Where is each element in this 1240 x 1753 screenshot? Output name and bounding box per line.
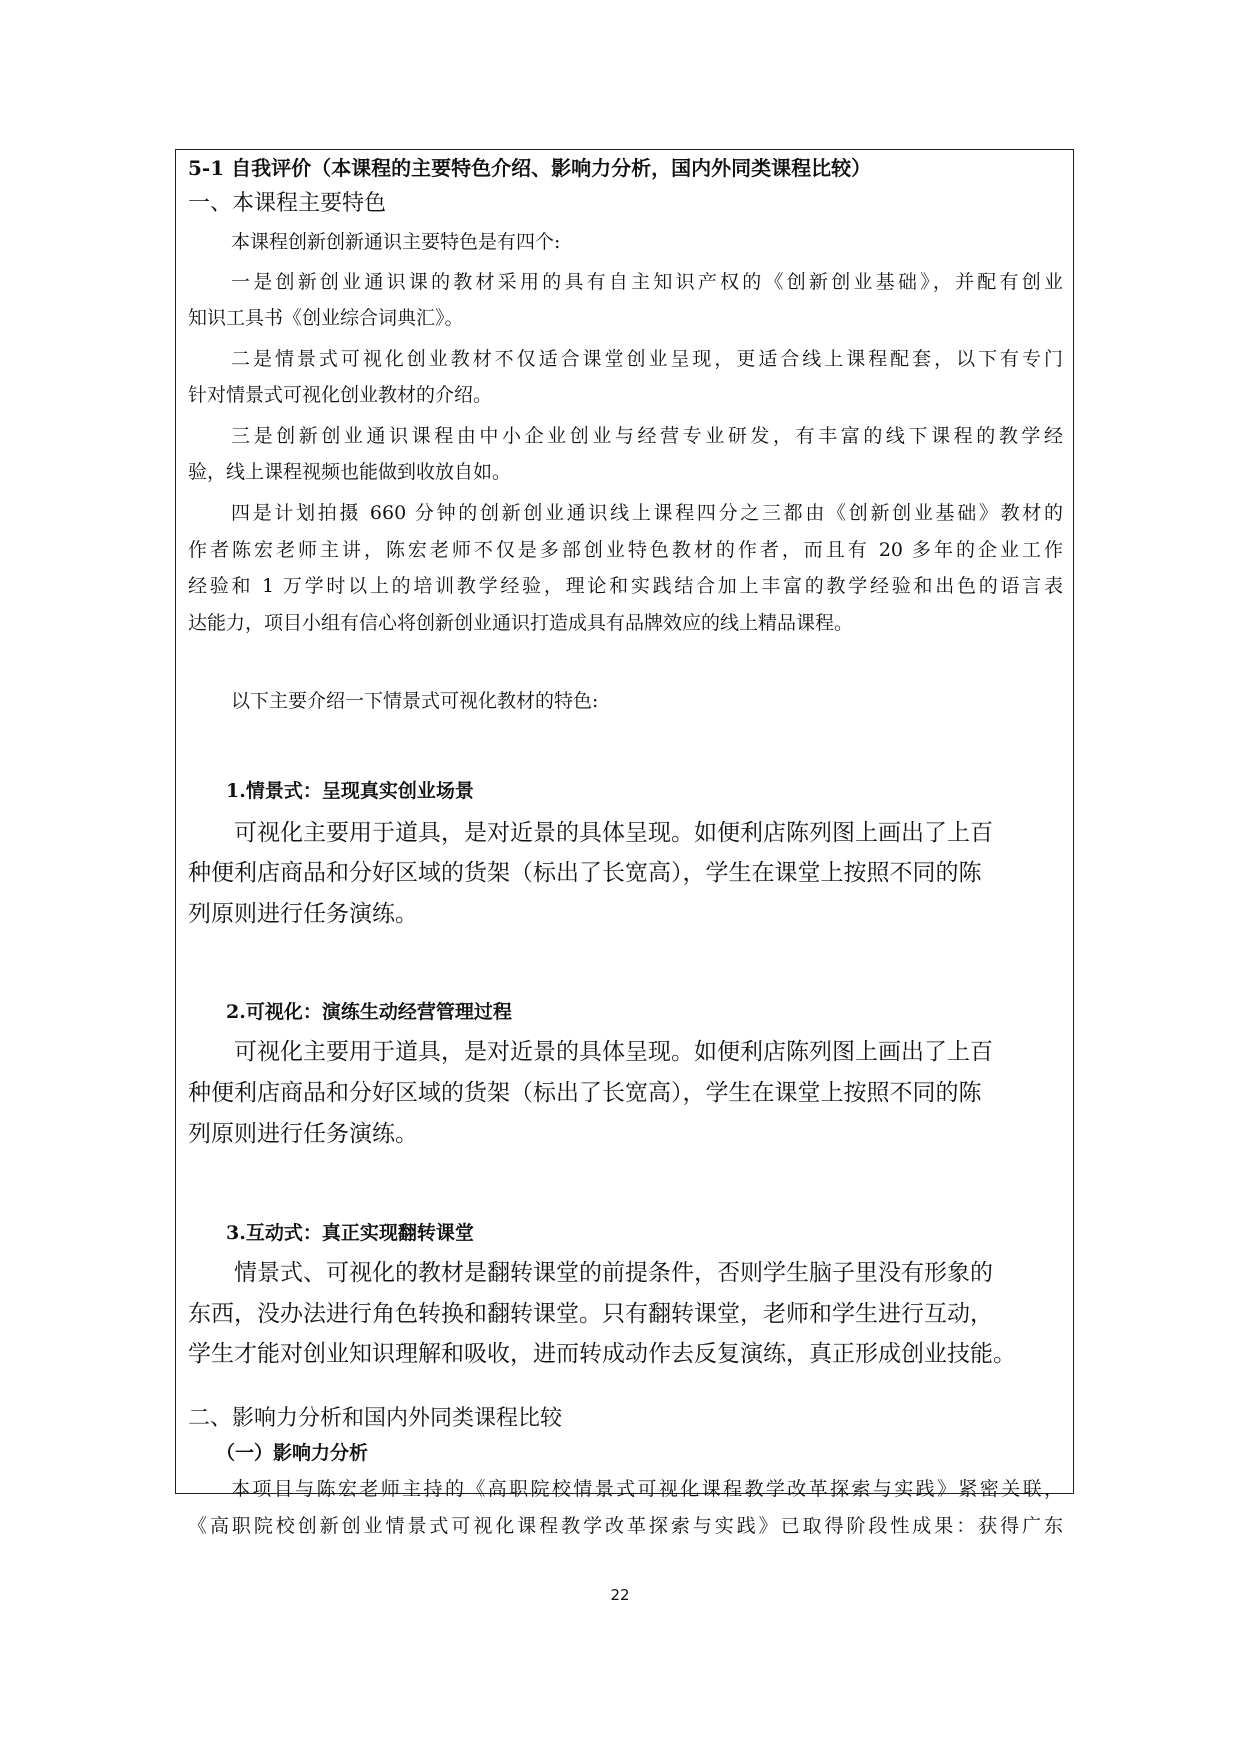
feature2-title: 2.可视化：演练生动经营管理过程 — [226, 1001, 512, 1023]
self-evaluation-table-cell — [175, 149, 1074, 1537]
intro-paragraph: 本课程创新创新通识主要特色是有四个: — [231, 231, 561, 253]
part2-title: 二、影响力分析和国内外同类课程比较 — [188, 1406, 563, 1431]
point2-line1: 二是情景式可视化创业教材不仅适合课堂创业呈现，更适合线上课程配套，以下有专门 — [231, 348, 1063, 370]
point4-line1: 四是计划拍摄 660 分钟的创新创业通识线上课程四分之三都由《创新创业基础》教材的 — [231, 502, 1063, 524]
feature2-line2: 种便利店商品和分好区域的货架（标出了长宽高），学生在课堂上按照不同的陈 — [188, 1080, 982, 1106]
point1-line2: 知识工具书《创业综合词典汇》。 — [188, 307, 464, 329]
feature2-line3: 列原则进行任务演练。 — [188, 1121, 418, 1147]
section-heading: 5-1 自我评价（本课程的主要特色介绍、影响力分析，国内外同类课程比较） — [188, 156, 872, 180]
feature3-line1: 情景式、可视化的教材是翻转课堂的前提条件，否则学生脑子里没有形象的 — [234, 1260, 993, 1286]
feature1-line1: 可视化主要用于道具，是对近景的具体呈现。如便利店陈列图上画出了上百 — [234, 820, 993, 846]
point4-line2: 作者陈宏老师主讲，陈宏老师不仅是多部创业特色教材的作者，而且有 20 多年的企业工作 — [188, 539, 1063, 561]
point2-line2: 针对情景式可视化创业教材的介绍。 — [188, 384, 493, 406]
sub1-title: （一）影响力分析 — [216, 1442, 369, 1464]
page-number: 22 — [610, 1586, 630, 1604]
part1-title: 一、本课程主要特色 — [188, 191, 387, 216]
influence-line2: 《高职院校创新创业情景式可视化课程教学改革探索与实践》已取得阶段性成果：获得广东 — [188, 1515, 1063, 1537]
point4-line4: 达能力，项目小组有信心将创新创业通识打造成具有品牌效应的线上精品课程。 — [188, 612, 854, 634]
point4-line3: 经验和 1 万学时以上的培训教学经验，理论和实践结合加上丰富的教学经验和出色的语言表 — [188, 575, 1063, 597]
feature1-line3: 列原则进行任务演练。 — [188, 901, 418, 927]
feature2-line1: 可视化主要用于道具，是对近景的具体呈现。如便利店陈列图上画出了上百 — [234, 1039, 993, 1065]
features-intro: 以下主要介绍一下情景式可视化教材的特色: — [231, 690, 599, 712]
feature3-title: 3.互动式：真正实现翻转课堂 — [226, 1222, 474, 1244]
feature1-line2: 种便利店商品和分好区域的货架（标出了长宽高），学生在课堂上按照不同的陈 — [188, 860, 982, 886]
influence-line1: 本项目与陈宏老师主持的《高职院校情景式可视化课程教学改革探索与实践》紧密关联， — [231, 1478, 1063, 1500]
point3-line1: 三是创新创业通识课程由中小企业创业与经营专业研发，有丰富的线下课程的教学经 — [231, 425, 1063, 447]
point3-line2: 验，线上课程视频也能做到收放自如。 — [188, 461, 512, 483]
feature1-title: 1.情景式：呈现真实创业场景 — [226, 780, 474, 802]
point1-line1: 一是创新创业通识课的教材采用的具有自主知识产权的《创新创业基础》，并配有创业 — [231, 271, 1063, 293]
feature3-line3: 学生才能对创业知识理解和吸收，进而转成动作去反复演练，真正形成创业技能。 — [188, 1341, 1016, 1367]
feature3-line2: 东西，没办法进行角色转换和翻转课堂。只有翻转课堂，老师和学生进行互动， — [188, 1301, 993, 1327]
